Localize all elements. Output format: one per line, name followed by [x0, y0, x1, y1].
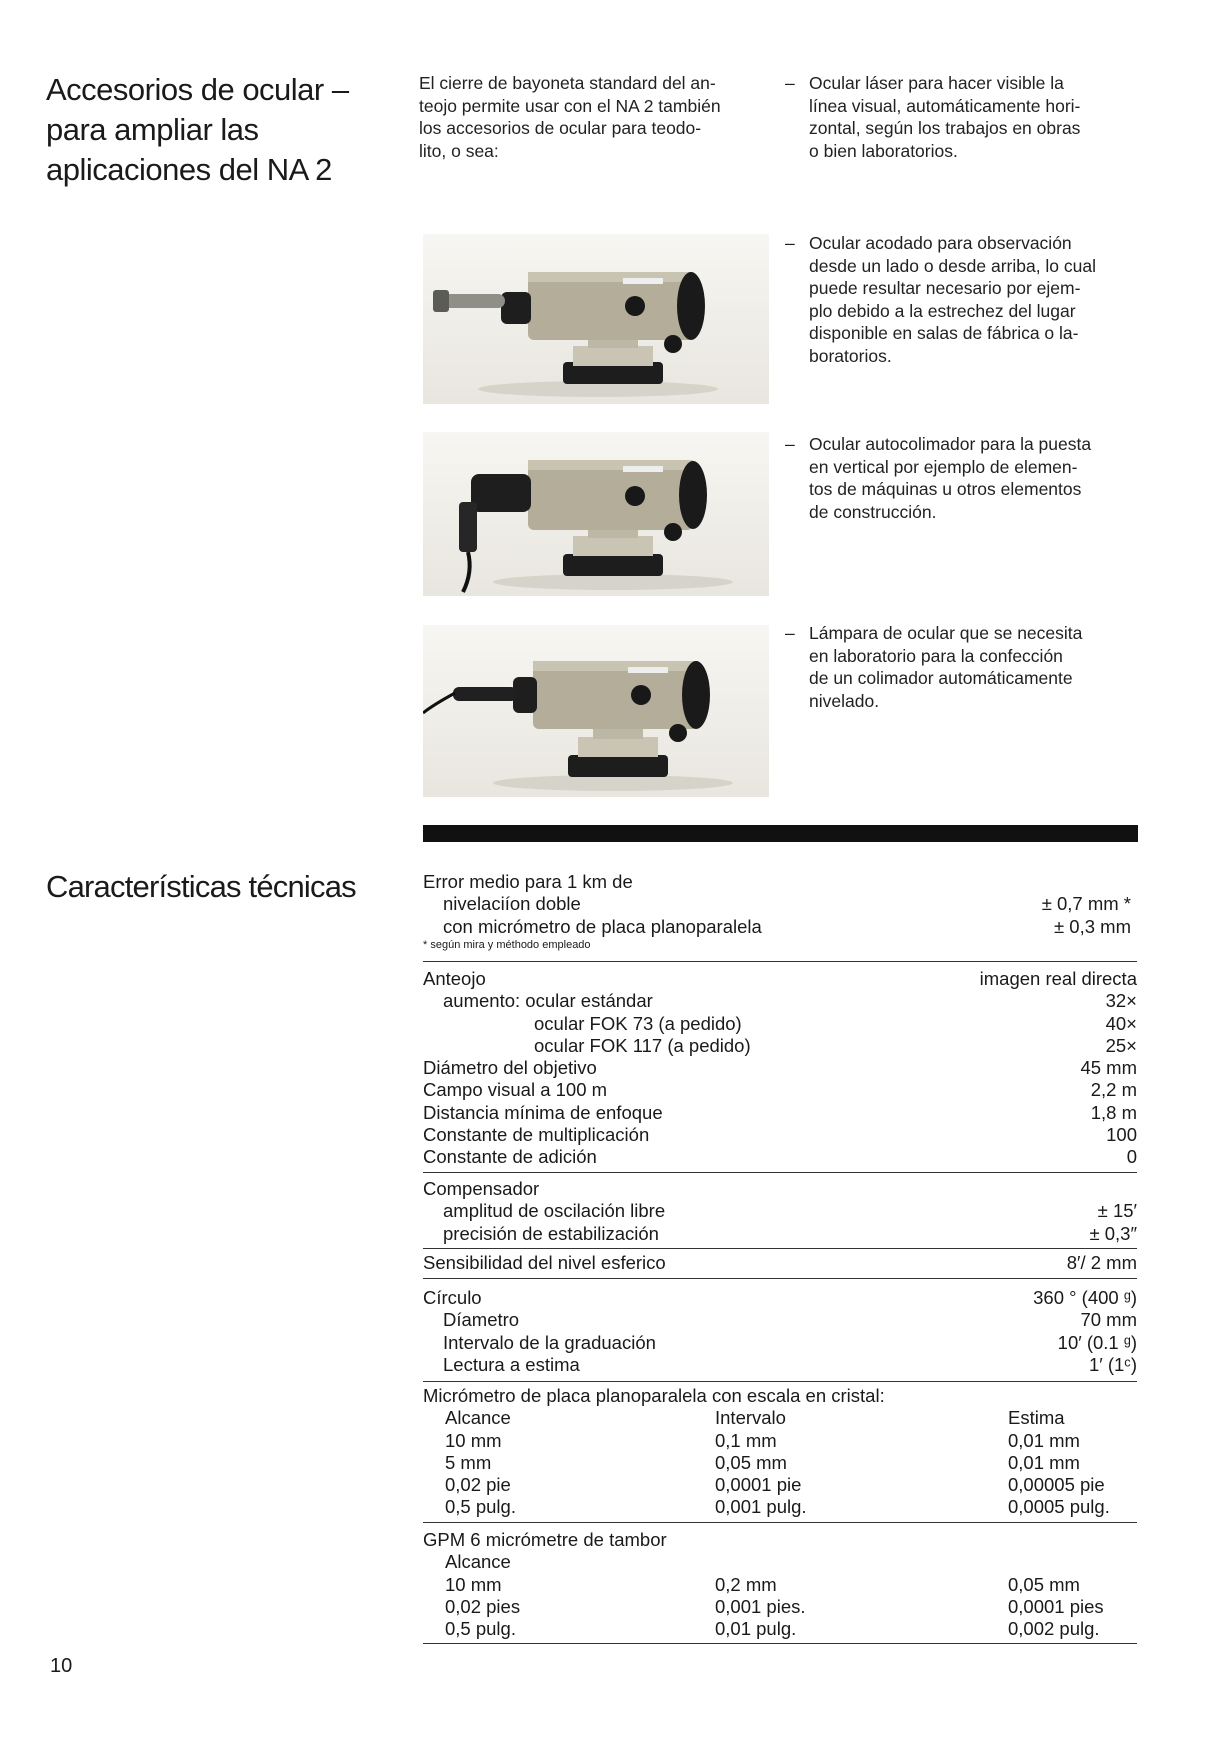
- spec-label: Compensador: [423, 1178, 540, 1199]
- spec-label: aumento: ocular estándar: [443, 990, 653, 1012]
- description-line: en vertical por ejemplo de elemen-: [809, 456, 1078, 477]
- footnote: * según mira y méthodo empleado: [423, 938, 591, 951]
- spec-label: Error medio para 1 km de: [423, 871, 633, 892]
- table-header: Intervalo: [715, 1407, 786, 1429]
- spec-value: 2,2 m: [1090, 1079, 1137, 1101]
- description-line: desde un lado o desde arriba, lo cual: [809, 255, 1097, 276]
- spec-rule: [423, 1248, 1137, 1249]
- photo-level-with-eyepiece-lamp: [423, 625, 769, 797]
- accessory-description: [809, 232, 1142, 367]
- table-cell: 0,1 mm: [715, 1429, 777, 1451]
- accessory-item-angled: [785, 232, 1142, 367]
- table-cell: 0,01 mm: [1008, 1429, 1080, 1451]
- spec-label: nivelaciíon doble: [443, 893, 581, 915]
- table-header: Alcance: [445, 1407, 511, 1429]
- table-cell: 0,02 pies: [445, 1595, 521, 1617]
- spec-value: 360 ° (400 ᵍ): [1033, 1287, 1137, 1308]
- spec-value: ± 15′: [1097, 1200, 1137, 1222]
- intro-line: El cierre de bayoneta standard del an-: [419, 73, 716, 93]
- description-line: puede resultar necesario por ejem-: [809, 278, 1081, 298]
- table-cell: 0,002 pulg.: [1008, 1618, 1100, 1640]
- table-cell: 5 mm: [445, 1451, 492, 1473]
- spec-label: con micrómetro de placa planoparalela: [443, 915, 762, 937]
- spec-label: Constante de adición: [423, 1146, 597, 1168]
- spec-label: ocular FOK 73 (a pedido): [534, 1012, 742, 1034]
- spec-label: amplitud de oscilación libre: [443, 1200, 666, 1222]
- spec-circle-block: [423, 1287, 1137, 1376]
- table-cell: 0,5 pulg.: [445, 1618, 516, 1640]
- accessory-description: [809, 622, 1142, 712]
- spec-value: 10′ (0.1 ᵍ): [1057, 1331, 1137, 1353]
- spec-value: ± 0,3 mm: [1054, 915, 1131, 937]
- table-cell: 0,2 mm: [715, 1573, 777, 1595]
- table-header: Alcance: [445, 1551, 511, 1573]
- table-header: Estima: [1008, 1407, 1065, 1429]
- description-line: de construcción.: [809, 501, 937, 522]
- spec-compensator-block: [423, 1178, 1137, 1245]
- description-line: boratorios.: [809, 345, 892, 366]
- table-cell: 0,0005 pulg.: [1008, 1496, 1110, 1518]
- table-cell: 0,0001 pies: [1008, 1595, 1104, 1617]
- spec-value: 1,8 m: [1090, 1101, 1137, 1123]
- intro-line: lito, o sea:: [419, 140, 499, 161]
- bullet-dash: –: [785, 73, 795, 93]
- spec-rule: [423, 1172, 1137, 1173]
- table-cell: 0,001 pulg.: [715, 1496, 807, 1518]
- description-line: Ocular acodado para observación: [809, 233, 1072, 253]
- page-number: 10: [50, 1655, 73, 1677]
- specs-title: Características técnicas: [46, 869, 356, 904]
- accessories-title: [46, 70, 376, 190]
- description-line: nivelado.: [809, 690, 880, 711]
- description-line: en laboratorio para la confección: [809, 645, 1063, 666]
- photo-level-with-laser-eyepiece: [423, 234, 769, 404]
- table-cell: 0,02 pie: [445, 1474, 511, 1496]
- table-cell: 10 mm: [445, 1429, 502, 1451]
- spec-value: 0: [1126, 1146, 1137, 1168]
- description-line: disponible en salas de fábrica o la-: [809, 323, 1079, 343]
- table-cell: 0,5 pulg.: [445, 1496, 516, 1518]
- bullet-dash: –: [785, 233, 795, 253]
- description-line: zontal, según los trabajos en obras: [809, 118, 1081, 138]
- accessory-item-autocollimator: [785, 433, 1142, 523]
- spec-label: Lectura a estima: [443, 1353, 580, 1375]
- spec-label: Diámetro del objetivo: [423, 1057, 597, 1079]
- description-line: Ocular láser para hacer visible la: [809, 73, 1064, 93]
- accessory-item-laser: [785, 72, 1142, 162]
- spec-telescope-block: [423, 968, 1137, 1169]
- accessories-title-line: aplicaciones del NA 2: [46, 152, 332, 187]
- table-cell: 0,00005 pie: [1008, 1474, 1105, 1496]
- spec-value: 100: [1106, 1124, 1137, 1146]
- spec-level-block: [423, 1252, 1137, 1274]
- accessory-item-lamp: [785, 622, 1142, 712]
- description-line: tos de máquinas u otros elementos: [809, 479, 1082, 499]
- spec-label: Anteojo: [423, 968, 486, 989]
- table-cell: 10 mm: [445, 1573, 502, 1595]
- table-cell: 0,001 pies.: [715, 1595, 806, 1617]
- spec-label: Constante de multiplicación: [423, 1124, 650, 1146]
- table-cell: 0,05 mm: [715, 1451, 787, 1473]
- section-divider-bar: [423, 825, 1138, 842]
- spec-label: ocular FOK 117 (a pedido): [534, 1034, 751, 1056]
- intro-line: teojo permite usar con el NA 2 también: [419, 95, 721, 116]
- spec-label: GPM 6 micrómetre de tambor: [423, 1529, 667, 1550]
- description-line: de un colimador automáticamente: [809, 668, 1073, 688]
- spec-rule: [423, 1643, 1137, 1644]
- table-cell: 0,05 mm: [1008, 1573, 1080, 1595]
- spec-value: 25×: [1105, 1034, 1137, 1056]
- description-line: Ocular autocolimador para la puesta: [809, 434, 1092, 454]
- spec-rule: [423, 1522, 1137, 1523]
- description-line: o bien laboratorios.: [809, 140, 958, 161]
- accessories-title-line: Accesorios de ocular –: [46, 72, 349, 107]
- spec-plate-micrometer-block: [423, 1385, 1137, 1519]
- spec-label: Intervalo de la graduación: [443, 1331, 656, 1353]
- accessory-description: [809, 72, 1142, 162]
- spec-value: 8′/ 2 mm: [1066, 1252, 1137, 1273]
- spec-value: 40×: [1105, 1012, 1137, 1034]
- description-line: plo debido a la estrechez del lugar: [809, 300, 1076, 321]
- spec-label: Micrómetro de placa planoparalela con escala en cristal:: [423, 1385, 885, 1406]
- table-cell: 0,0001 pie: [715, 1474, 802, 1496]
- spec-value: imagen real directa: [979, 968, 1137, 989]
- spec-value: 70 mm: [1080, 1309, 1137, 1331]
- spec-label: Campo visual a 100 m: [423, 1079, 608, 1101]
- bullet-dash: –: [785, 434, 795, 454]
- table-cell: 0,01 pulg.: [715, 1618, 797, 1640]
- accessories-intro: [419, 72, 764, 162]
- spec-value: ± 0,3″: [1089, 1222, 1137, 1244]
- spec-value: 45 mm: [1080, 1057, 1137, 1079]
- description-line: línea visual, automáticamente hori-: [809, 95, 1081, 116]
- spec-value: 1′ (1ᶜ): [1088, 1353, 1137, 1375]
- bullet-dash: –: [785, 623, 795, 643]
- spec-label: Sensibilidad del nivel esferico: [423, 1252, 666, 1273]
- spec-rule: [423, 961, 1137, 962]
- intro-line: los accesorios de ocular para teodo-: [419, 118, 702, 138]
- spec-error-block: [423, 871, 1137, 952]
- spec-label: Círculo: [423, 1287, 482, 1308]
- spec-label: Distancia mínima de enfoque: [423, 1101, 663, 1123]
- accessory-description: [809, 433, 1142, 523]
- spec-rule: [423, 1381, 1137, 1382]
- description-line: Lámpara de ocular que se necesita: [809, 623, 1083, 643]
- spec-rule: [423, 1278, 1137, 1279]
- spec-value: 32×: [1105, 990, 1137, 1012]
- table-cell: 0,01 mm: [1008, 1451, 1080, 1473]
- spec-label: precisión de estabilización: [443, 1222, 659, 1244]
- accessories-title-line: para ampliar las: [46, 112, 259, 147]
- spec-drum-micrometer-block: [423, 1529, 1137, 1640]
- spec-value: ± 0,7 mm *: [1041, 893, 1131, 915]
- photo-level-with-autocollimator-eyepiece: [423, 432, 769, 596]
- spec-label: Díametro: [443, 1309, 520, 1331]
